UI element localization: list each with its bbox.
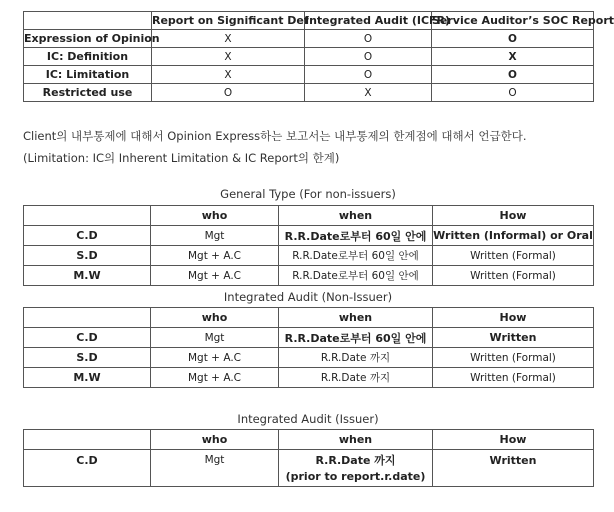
who-cell: Mgt bbox=[151, 226, 279, 246]
table-row bbox=[24, 226, 594, 246]
who-cell: Mgt + A.C bbox=[151, 246, 279, 266]
header-cell-how: How bbox=[433, 430, 594, 450]
when-cell: R.R.Date 까지 bbox=[279, 348, 433, 368]
table-cell: O bbox=[432, 30, 594, 48]
table-row bbox=[24, 30, 594, 48]
table-cell: O bbox=[305, 48, 432, 66]
how-cell: Written (Formal) bbox=[433, 368, 594, 388]
header-cell-integrated-audit: Integrated Audit (ICFR) bbox=[305, 12, 432, 30]
how-cell: Written (Formal) bbox=[433, 246, 594, 266]
when-cell: R.R.Date로부터 60일 안에 bbox=[279, 328, 433, 348]
who-cell: Mgt + A.C bbox=[151, 368, 279, 388]
header-cell-empty bbox=[24, 430, 151, 450]
table-cell: X bbox=[432, 48, 594, 66]
how-cell: Written (Formal) bbox=[433, 266, 594, 286]
paragraph-line-1: Client의 내부통제에 대해서 Opinion Express하는 보고서는 내부통제의 한계점에 대해서 언급한다. bbox=[23, 129, 527, 143]
issuer-title: Integrated Audit (Issuer) bbox=[237, 412, 379, 426]
table-row bbox=[24, 246, 594, 266]
row-label: C.D bbox=[24, 450, 151, 487]
table-header-row bbox=[24, 308, 594, 328]
opinion-comparison-table bbox=[23, 11, 614, 102]
who-cell: Mgt + A.C bbox=[151, 348, 279, 368]
table-row bbox=[24, 348, 594, 368]
table-header-row bbox=[24, 12, 594, 30]
table-row bbox=[24, 368, 594, 388]
general-type-table bbox=[23, 205, 594, 286]
non-issuer-table bbox=[23, 307, 594, 388]
row-label: C.D bbox=[24, 328, 151, 348]
header-cell-when: when bbox=[279, 206, 433, 226]
header-cell-how: How bbox=[433, 308, 594, 328]
table-row bbox=[24, 266, 594, 286]
how-cell: Written (Informal) or Oral bbox=[433, 226, 594, 246]
header-cell-who: who bbox=[151, 206, 279, 226]
how-cell: Written bbox=[433, 450, 594, 487]
row-label: IC: Limitation bbox=[24, 66, 152, 84]
when-line-2: (prior to report.r.date) bbox=[285, 470, 426, 483]
when-cell: R.R.Date 까지 bbox=[279, 368, 433, 388]
row-label: IC: Definition bbox=[24, 48, 152, 66]
row-label: S.D bbox=[24, 348, 151, 368]
table-cell: O bbox=[305, 66, 432, 84]
header-cell-how: How bbox=[433, 206, 594, 226]
table-cell: O bbox=[152, 84, 305, 102]
non-issuer-title: Integrated Audit (Non-Issuer) bbox=[223, 290, 393, 304]
header-cell-empty bbox=[24, 206, 151, 226]
who-cell: Mgt + A.C bbox=[151, 266, 279, 286]
table-row bbox=[24, 66, 594, 84]
row-label: Restricted use bbox=[24, 84, 152, 102]
table-row bbox=[24, 48, 594, 66]
row-label: C.D bbox=[24, 226, 151, 246]
row-label: M.W bbox=[24, 266, 151, 286]
table-row bbox=[24, 84, 594, 102]
row-label: S.D bbox=[24, 246, 151, 266]
table-cell: X bbox=[152, 48, 305, 66]
table-row bbox=[24, 328, 594, 348]
when-line-1: R.R.Date 까지 bbox=[315, 454, 396, 467]
row-label: Expression of Opinion bbox=[24, 30, 152, 48]
row-label: M.W bbox=[24, 368, 151, 388]
table-cell: O bbox=[432, 66, 594, 84]
who-cell: Mgt bbox=[151, 450, 279, 487]
paragraph-line-2: (Limitation: IC의 Inherent Limitation & IC Report의 한계) bbox=[23, 151, 340, 165]
table-header-row bbox=[24, 206, 594, 226]
table-row bbox=[24, 450, 594, 487]
table-cell: X bbox=[305, 84, 432, 102]
when-cell bbox=[279, 450, 433, 487]
table-cell: X bbox=[152, 30, 305, 48]
general-type-title: General Type (For non-issuers) bbox=[220, 187, 396, 201]
how-cell: Written (Formal) bbox=[433, 348, 594, 368]
header-cell-significant-def: Report on Significant Def bbox=[152, 12, 305, 30]
header-cell-when: when bbox=[279, 430, 433, 450]
issuer-table bbox=[23, 429, 594, 487]
header-cell-soc-report: Service Auditor’s SOC Report bbox=[432, 12, 594, 30]
header-cell-who: who bbox=[151, 308, 279, 328]
table-cell: O bbox=[432, 84, 594, 102]
header-cell-empty bbox=[24, 308, 151, 328]
how-cell: Written bbox=[433, 328, 594, 348]
header-cell-empty bbox=[24, 12, 152, 30]
who-cell: Mgt bbox=[151, 328, 279, 348]
table-header-row bbox=[24, 430, 594, 450]
table-cell: O bbox=[305, 30, 432, 48]
when-cell: R.R.Date로부터 60일 안에 bbox=[279, 266, 433, 286]
table-cell: X bbox=[152, 66, 305, 84]
header-cell-when: when bbox=[279, 308, 433, 328]
header-cell-who: who bbox=[151, 430, 279, 450]
when-cell: R.R.Date로부터 60일 안에 bbox=[279, 226, 433, 246]
when-cell: R.R.Date로부터 60일 안에 bbox=[279, 246, 433, 266]
